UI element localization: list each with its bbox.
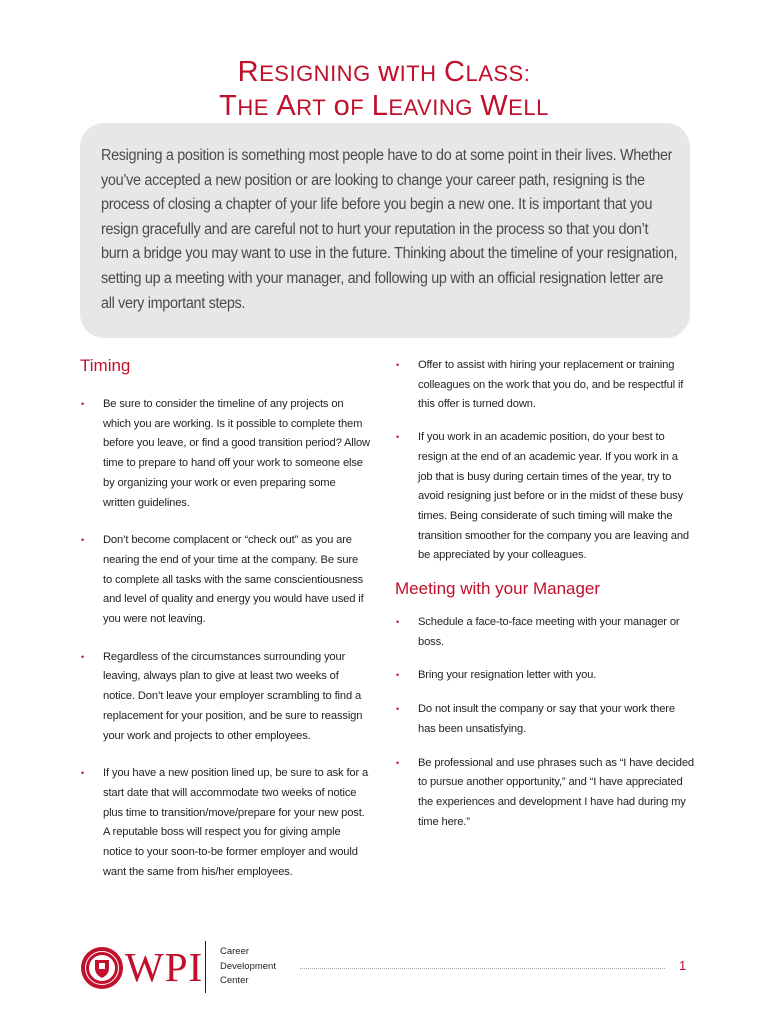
right-column — [395, 356, 695, 832]
dept-line-3: Center — [220, 975, 249, 986]
timing-list-continued — [395, 356, 695, 566]
list-item: • If you have a new position lined up, be sure to ask for a start date that will accommodate two weeks of notice plus time to transition/move/prepare for your new post. A reputable boss will respect you for giving ample notice to your soon-to-be former employer and would want the same from his/her employees. — [80, 764, 370, 882]
list-item: • Don’t become complacent or “check out” as you are nearing the end of your time at the company. Be sure to complete all tasks with the same conscientiousness and level of quality and energy you would have used if you were not leaving. — [80, 531, 370, 630]
list-item: • Do not insult the company or say that your work there has been unsatisfying. — [395, 700, 695, 739]
bullet-dot-icon: • — [81, 768, 85, 779]
list-item: • Be sure to consider the timeline of any projects on which you are working. Is it possible to complete them before you leave, or find a good transition period? Allow time to prepare to hand off your work to someone else by organizing your work or even preparing some written guidelines. — [80, 395, 370, 513]
wpi-seal-icon — [80, 946, 124, 990]
bullet-dot-icon: • — [396, 360, 400, 370]
department-name — [220, 945, 276, 989]
footer-dotted-rule — [300, 968, 665, 969]
document-title — [0, 56, 768, 124]
bullet-dot-icon: • — [396, 432, 400, 443]
list-item: • Regardless of the circumstances surrounding your leaving, always plan to give at least two weeks of notice. Don’t leave your employer scrambling to find a replacement for your position, and be sure to reassign your work and projects to other employees. — [80, 648, 370, 747]
list-item: • Bring your resignation letter with you. — [395, 666, 695, 686]
title-line-1: RESIGNING wITH CLASS: — [237, 56, 531, 88]
bullet-dot-icon: • — [396, 670, 400, 681]
intro-paragraph: Resigning a position is something most people have to do at some point in their lives. Whether you’ve accepted a new position or are looking to change your career path, resigning is the process of closing a chapter of your life before you begin a new one. It is important that you resign gracefully and are careful not to hurt your reputation in the process so that you don’t burn a bridge you may want to use in the future. Thinking about the timeline of your resignation, setting up a meeting with your manager, and following up with an official resignation letter are all very important steps. — [101, 147, 678, 312]
dept-line-2: Development — [220, 960, 276, 972]
timing-heading: Timing — [80, 356, 131, 375]
footer-divider — [205, 941, 206, 993]
bullet-dot-icon: • — [396, 757, 400, 768]
bullet-dot-icon: • — [396, 704, 400, 715]
page-number: 1 — [679, 958, 687, 973]
bullet-dot-icon: • — [81, 535, 85, 546]
bullet-dot-icon: • — [81, 651, 85, 662]
timing-list — [80, 395, 370, 882]
list-item: • Schedule a face-to-face meeting with your manager or boss. — [395, 613, 695, 652]
dept-line-1: Career — [220, 946, 250, 957]
left-column — [80, 356, 370, 882]
meeting-list — [395, 613, 695, 832]
bullet-dot-icon: • — [81, 399, 85, 409]
list-item: • Be professional and use phrases such as “I have decided to pursue another opportunity,” and “I have appreciated the experiences and development I have had during my time here.” — [395, 754, 695, 833]
wpi-logo: WPI — [125, 944, 204, 990]
list-item: • If you work in an academic position, do your best to resign at the end of an academic year. If you work in a job that is busy during certain times of the year, try to avoid resigning just before or in the midst of these busy times. Being considerate of such timing will make the transition smoother for the company you are leaving and be appreciated by your colleagues. — [395, 428, 695, 566]
meeting-heading: Meeting with your Manager — [395, 579, 601, 599]
bullet-dot-icon: • — [396, 617, 400, 628]
intro-box — [80, 123, 690, 338]
list-item: • Offer to assist with hiring your replacement or training colleagues on the work that you do, and be respectful if this offer is turned down. — [395, 356, 695, 415]
title-line-2: THE ART oF LEAVING WELL — [219, 90, 549, 122]
